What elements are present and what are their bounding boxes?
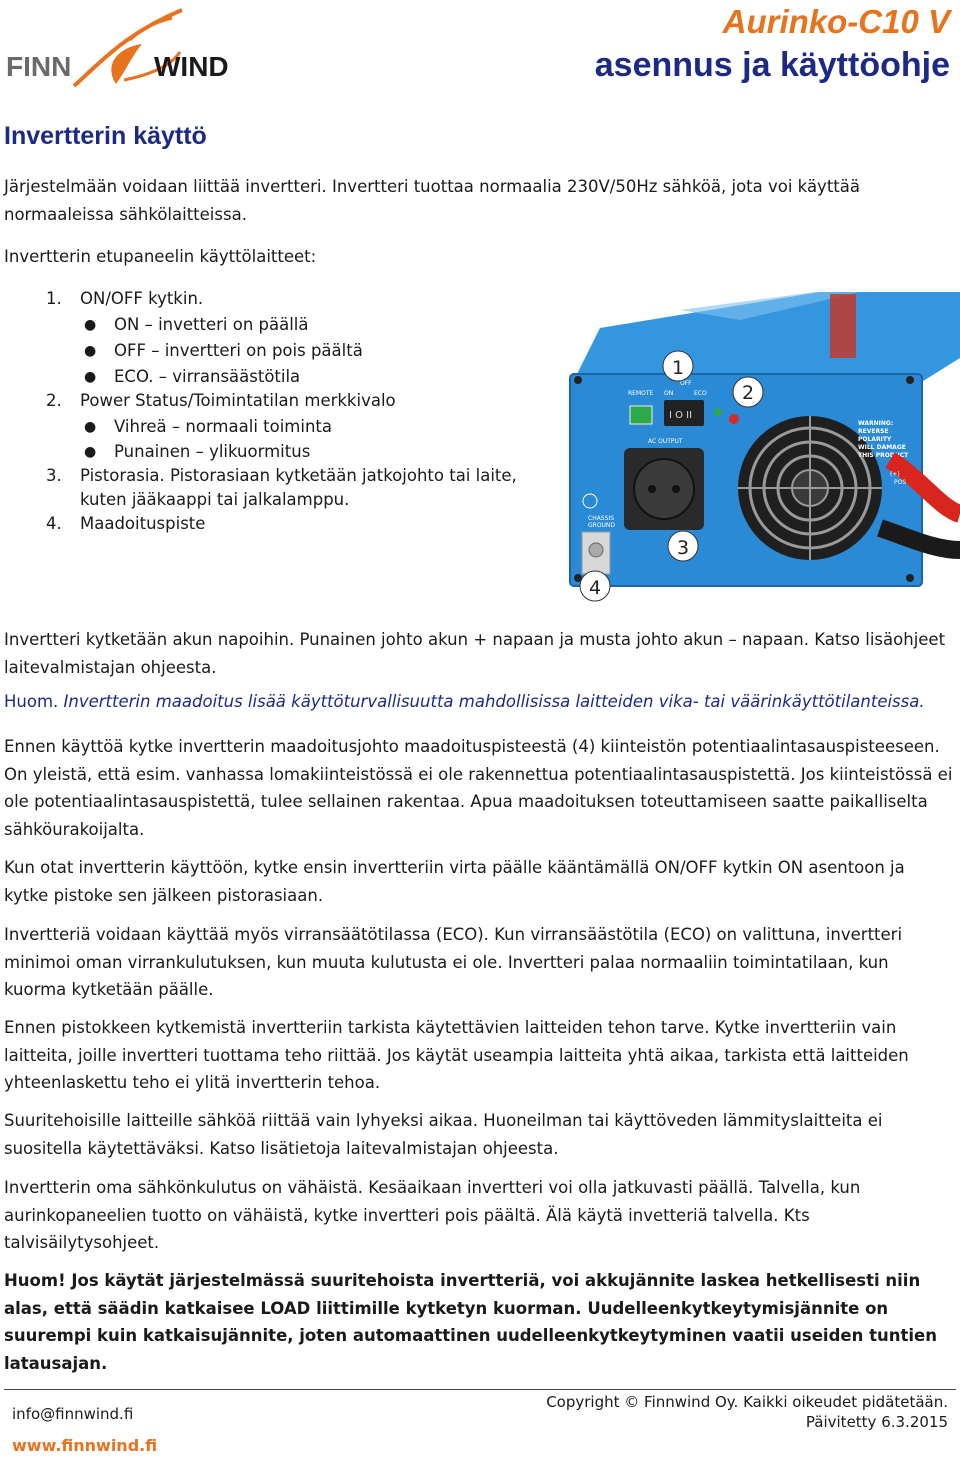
label-positive: (+): [890, 471, 900, 478]
bullet-icon: ●: [84, 419, 97, 435]
footer-website[interactable]: www.finnwind.fi: [12, 1436, 158, 1455]
list-item-ground: Maadoituspiste: [80, 514, 206, 533]
label-remote: REMOTE: [628, 390, 654, 397]
startup-paragraph: Kun otat invertterin käyttöön, kytke ensin invertteriin virta päälle kääntämällä ON/OFF kytkin ON asentoon ja kytke pistoke sen jälkeen pistorasiaan.: [4, 858, 905, 905]
bullet-icon: ●: [84, 369, 97, 385]
list-bullet-eco: ECO. – virransäästötila: [114, 367, 301, 386]
consumption-paragraph: Invertterin oma sähkönkulutus on vähäistä. Kesäaikaan invertteri voi olla jatkuvasti päällä. Talvella, kun aurinkopaneelien tuotto on vähäistä, kytke invertteri pois päältä. Älä käytä invetteriä talvella. Kts talvisäilytysohjeet.: [4, 1178, 861, 1252]
intro-paragraph: Järjestelmään voidaan liittää invertteri. Invertteri tuottaa normaalia 230V/50Hz sähköä, jota voi käyttää normaaleissa sähkölaitteissa.: [4, 177, 860, 224]
connection-paragraph: Invertteri kytketään akun napoihin. Punainen johto akun + napaan ja musta johto akun – napaan. Katso lisäohjeet laitevalmistajan ohjeesta.: [4, 630, 946, 677]
bullet-icon: ●: [84, 343, 97, 359]
list-bullet-green: Vihreä – normaali toiminta: [114, 417, 332, 436]
inverter-front-panel-image: [560, 288, 960, 620]
grounding-note: [4, 688, 954, 716]
section-title: Invertterin käyttö: [4, 122, 207, 150]
label-chassis: CHASSIS: [588, 515, 615, 522]
list-bullet-red: Punainen – ylikuormitus: [114, 442, 311, 461]
logo-text-wind: WIND: [154, 51, 229, 82]
warning-label-2: REVERSE: [858, 428, 889, 435]
label-off: OFF: [680, 380, 692, 387]
label-ac-output: AC OUTPUT: [648, 438, 683, 445]
callout-1: 1: [671, 357, 685, 379]
warning-label-1: WARNING:: [858, 420, 894, 427]
product-name: Aurinko-C10 V: [722, 3, 950, 40]
document-subtitle: asennus ja käyttöohje: [594, 46, 950, 84]
warning-label-3: POLARITY: [858, 436, 892, 443]
footer-divider: [4, 1389, 956, 1390]
footer-copyright: Copyright © Finnwind Oy. Kaikki oikeudet pidätetään.: [546, 1393, 948, 1411]
high-power-paragraph: Suuritehoisille laitteille sähköä riittää vain lyhyeksi aikaa. Huoneilman tai käyttöveden lämmityslaitteita ei suositella käytettäväksi. Katso lisätietoja laitevalmistajan ohjeesta.: [4, 1111, 883, 1158]
bullet-icon: ●: [84, 317, 97, 333]
list-number: 2.: [46, 391, 62, 410]
footer-email[interactable]: info@finnwind.fi: [12, 1405, 134, 1423]
list-item-switch: ON/OFF kytkin.: [80, 289, 204, 308]
label-on: ON: [664, 390, 674, 397]
finnwind-logo: [4, 4, 274, 94]
list-item-status-led: Power Status/Toimintatilan merkkivalo: [80, 391, 396, 410]
callout-3: 3: [676, 537, 690, 559]
power-switch-label: I O II: [669, 410, 693, 421]
footer-updated: Päivitetty 6.3.2015: [805, 1413, 948, 1431]
grounding-note-label: Huom.: [4, 692, 59, 711]
list-item-socket-cont: kuten jääkaappi tai jalkalamppu.: [80, 490, 350, 509]
document-header: [595, 2, 950, 88]
warning-label-4: WILL DAMAGE: [858, 444, 906, 451]
warning-paragraph: Huom! Jos käytät järjestelmässä suuritehoista invertteriä, voi akkujännite laskea hetkellisesti niin alas, että säädin katkaisee LOAD liittimille kytketyn kuorman. Uudelleenkytkeytymisjännite on suurempi kuin katkaisujännite, joten automaattinen uudelleenkytkeytyminen vaatii useiden tuntien latausajan.: [4, 1271, 937, 1373]
grounding-paragraph: Ennen käyttöä kytke invertterin maadoitusjohto maadoituspisteestä (4) kiinteistön potentiaalintasauspisteeseen. On yleistä, että esim. vanhassa lomakiinteistössä ei ole rakennettua potentiaalintasauspistettä. Jos kiinteistössä ei ole potentiaalintasauspistettä, tulee sellainen rakentaa. Apua maadoituksen toteuttamiseen saatte paikalliselta sähköurakoijalta.: [4, 737, 953, 839]
list-number: 4.: [46, 514, 62, 533]
grounding-note-text: Invertterin maadoitus lisää käyttöturvallisuutta mahdollisissa laitteiden vika- tai väärinkäyttötilanteissa.: [58, 692, 925, 711]
controls-heading: Invertterin etupaneelin käyttölaitteet:: [4, 247, 317, 266]
list-item-socket: Pistorasia. Pistorasiaan kytketään jatkojohto tai laite,: [80, 466, 517, 485]
warning-label-5: THIS PRODUCT: [858, 452, 909, 459]
logo-text-finn: FINN: [6, 51, 72, 82]
bullet-icon: ●: [84, 444, 97, 460]
list-number: 1.: [46, 289, 62, 308]
list-number: 3.: [46, 466, 62, 485]
callout-4: 4: [588, 577, 602, 599]
label-ground: GROUND: [588, 522, 616, 529]
callout-2: 2: [741, 382, 755, 404]
list-bullet-on: ON – invetteri on päällä: [114, 315, 309, 334]
load-paragraph: Ennen pistokkeen kytkemistä invertteriin tarkista käytettävien laitteiden tehon tarve. Kytke invertteriin vain laitteita, joille invertteri tuottama teho riittää. Jos käytät useampia laitteita yhtä aikaa, tarkista että laitteiden yhteenlaskettu teho ei ylitä invertterin tehoa.: [4, 1018, 909, 1092]
list-bullet-off: OFF – invertteri on pois päältä: [114, 341, 363, 360]
label-eco: ECO: [694, 390, 707, 397]
eco-paragraph: Invertteriä voidaan käyttää myös virransäätötilassa (ECO). Kun virransäästötila (ECO) on valittuna, invertteri minimoi oman virrankulutuksen, kun muuta kulutusta ei ole. Invertteri palaa normaaliin toimintatilaan, kun kuorma kytketään päälle.: [4, 925, 903, 999]
label-pos: POS: [894, 479, 907, 486]
